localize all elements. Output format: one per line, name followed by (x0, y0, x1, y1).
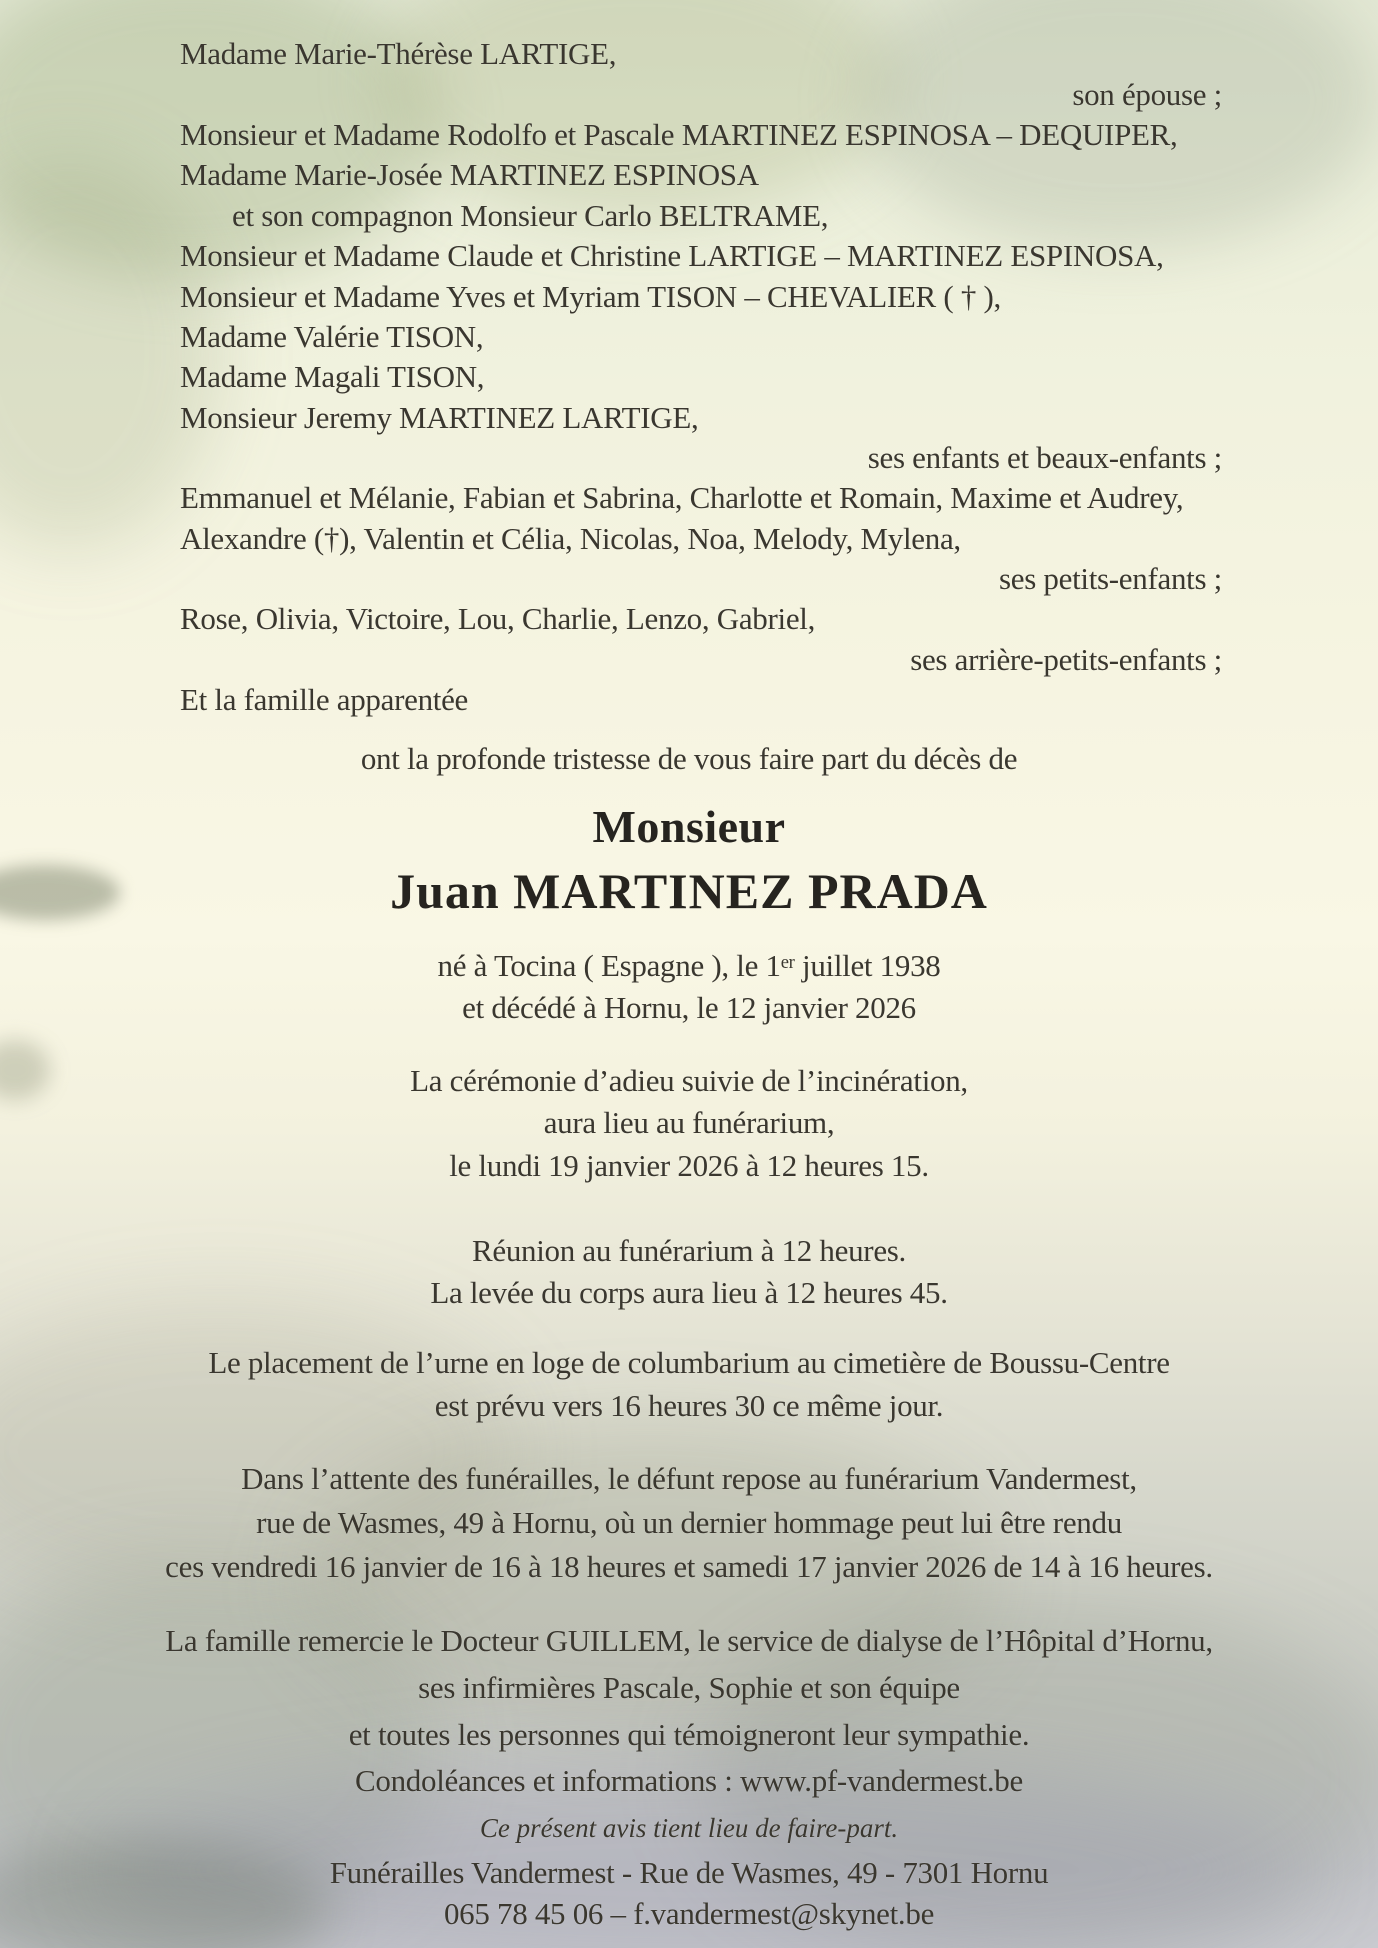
line-text: le lundi 19 janvier 2026 à 12 heures 15. (449, 1148, 929, 1183)
line-text: Monsieur (592, 801, 786, 852)
line-text: et son compagnon Monsieur Carlo BELTRAME, (232, 198, 829, 233)
death-line (0, 989, 1378, 1026)
ceremony-line (0, 1104, 1378, 1141)
thanks-line (0, 1669, 1378, 1706)
line-text: Le placement de l’urne en loge de columbarium au cimetière de Boussu-Centre (208, 1345, 1170, 1380)
line-text: juillet 1938 (794, 948, 941, 983)
reunion-line (0, 1232, 1378, 1269)
line-text: ses arrière-petits-enfants ; (910, 642, 1222, 677)
family-line-child (0, 237, 1378, 274)
line-text: et toutes les personnes qui témoigneront leur sympathie. (348, 1717, 1030, 1752)
line-text: et décédé à Hornu, le 12 janvier 2026 (462, 990, 916, 1025)
relation-grandchildren-label (0, 560, 1378, 597)
birth-line (0, 947, 1378, 984)
line-text: ses enfants et beaux-enfants ; (867, 440, 1222, 475)
line-text: ses infirmières Pascale, Sophie et son équipe (418, 1670, 960, 1705)
line-text: Funérailles Vandermest - Rue de Wasmes, 49 - 7301 Hornu (329, 1855, 1049, 1890)
family-line-grandchildren (0, 479, 1378, 516)
repose-line (0, 1548, 1378, 1585)
line-text: Et la famille apparentée (180, 682, 468, 717)
line-text: ses petits-enfants ; (998, 561, 1222, 596)
line-text: Dans l’attente des funérailles, le défunt repose au funérarium Vandermest, (241, 1461, 1137, 1496)
urn-line (0, 1387, 1378, 1424)
family-line-grandchildren (0, 520, 1378, 557)
funeral-home-line (0, 1854, 1378, 1891)
line-text: Madame Valérie TISON, (180, 319, 484, 354)
family-line-child (0, 156, 1378, 193)
relation-great-grandchildren-label (0, 641, 1378, 678)
line-text: Madame Marie-Thérèse LARTIGE, (180, 36, 617, 71)
line-text: La cérémonie d’adieu suivie de l’incinération, (410, 1063, 968, 1098)
line-text: ces vendredi 16 janvier de 16 à 18 heures et samedi 17 janvier 2026 de 14 à 16 heures. (165, 1549, 1213, 1584)
line-text: aura lieu au funérarium, (543, 1105, 835, 1140)
deceased-name (0, 861, 1378, 921)
line-text: Monsieur et Madame Rodolfo et Pascale MARTINEZ ESPINOSA – DEQUIPER, (180, 117, 1178, 152)
line-text: Monsieur et Madame Claude et Christine LARTIGE – MARTINEZ ESPINOSA, (180, 238, 1164, 273)
line-text: Réunion au funérarium à 12 heures. (472, 1233, 906, 1268)
repose-line (0, 1504, 1378, 1541)
thanks-line (0, 1622, 1378, 1659)
line-text: Condoléances et informations : www.pf-vandermest.be (355, 1763, 1023, 1798)
relation-children-label (0, 439, 1378, 476)
condolences-line (0, 1762, 1378, 1799)
line-text: Juan MARTINEZ PRADA (390, 863, 988, 919)
line-text: Monsieur et Madame Yves et Myriam TISON – CHEVALIER ( † ), (180, 279, 1001, 314)
line-text: né à Tocina ( Espagne ), le 1 (437, 948, 781, 983)
line-text: Madame Marie-Josée MARTINEZ ESPINOSA (180, 157, 759, 192)
levee-line (0, 1274, 1378, 1311)
legal-notice (0, 1812, 1378, 1844)
family-line-child (0, 278, 1378, 315)
family-line-spouse (0, 35, 1378, 72)
ceremony-line (0, 1062, 1378, 1099)
family-line-child (0, 358, 1378, 395)
line-text: ont la profonde tristesse de vous faire part du décès de (360, 741, 1018, 776)
family-line-child (0, 399, 1378, 436)
urn-line (0, 1344, 1378, 1381)
contact-line (0, 1895, 1378, 1932)
family-line-child (0, 318, 1378, 355)
line-text: Emmanuel et Mélanie, Fabian et Sabrina, Charlotte et Romain, Maxime et Audrey, (180, 480, 1184, 515)
line-text: Ce présent avis tient lieu de faire-part. (479, 1813, 899, 1843)
line-text: Alexandre (†), Valentin et Célia, Nicolas, Noa, Melody, Mylena, (180, 521, 961, 556)
line-text: La levée du corps aura lieu à 12 heures 45. (430, 1275, 948, 1310)
line-text: 065 78 45 06 – f.vandermest@skynet.be (443, 1896, 935, 1931)
family-line-companion (0, 197, 1378, 234)
line-text: Madame Magali TISON, (180, 359, 485, 394)
repose-line (0, 1460, 1378, 1497)
line-text: Rose, Olivia, Victoire, Lou, Charlie, Lenzo, Gabriel, (180, 601, 816, 636)
family-line-extended (0, 681, 1378, 718)
relation-spouse-label (0, 76, 1378, 113)
ceremony-line (0, 1147, 1378, 1184)
line-text: est prévu vers 16 heures 30 ce même jour. (434, 1388, 944, 1423)
superscript-text: er (780, 951, 795, 973)
announcement-intro (0, 740, 1378, 777)
thanks-line (0, 1716, 1378, 1753)
line-text: rue de Wasmes, 49 à Hornu, où un dernier hommage peut lui être rendu (256, 1505, 1122, 1540)
line-text: son épouse ; (1072, 77, 1222, 112)
deceased-title (0, 799, 1378, 854)
family-line-great-grandchildren (0, 600, 1378, 637)
line-text: Monsieur Jeremy MARTINEZ LARTIGE, (180, 400, 699, 435)
family-line-child (0, 116, 1378, 153)
line-text: La famille remercie le Docteur GUILLEM, le service de dialyse de l’Hôpital d’Hornu, (165, 1623, 1213, 1658)
